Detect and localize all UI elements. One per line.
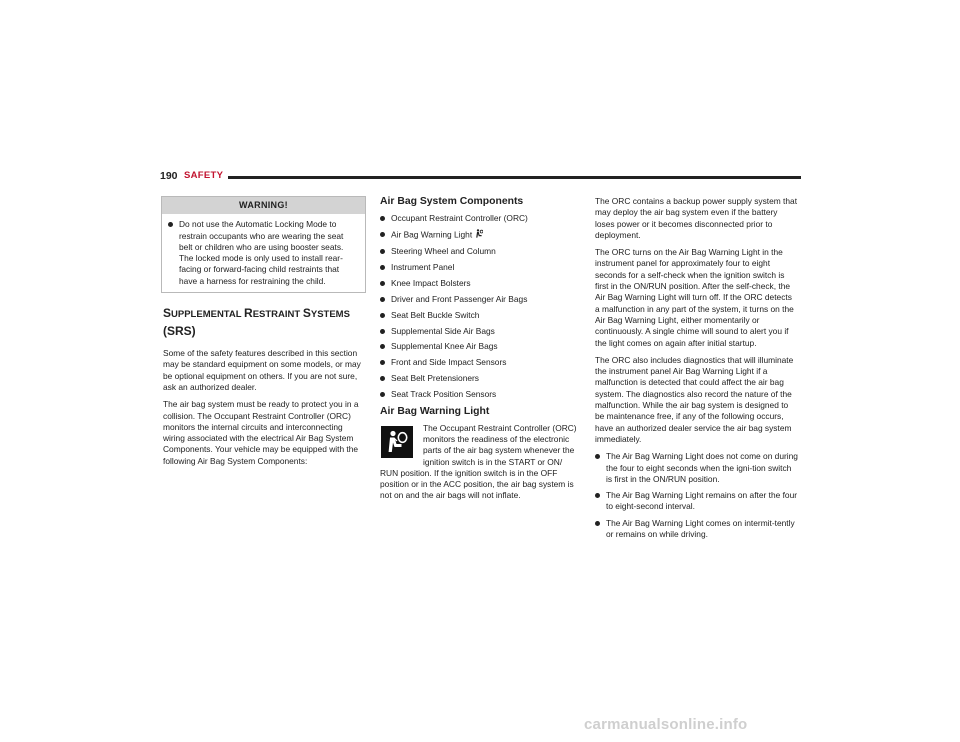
- components-heading: Air Bag System Components: [380, 196, 524, 207]
- column-3: [595, 196, 798, 545]
- watermark: carmanualsonline.info: [584, 716, 748, 733]
- srs-paragraph-2: The air bag system must be ready to protect you in a collision. The Occupant Restraint Controller (ORC) monitors the internal circuits and interconnecting wiring associated with the electrical Air Bag System Components. Your vehicle may be equipped with the following Air Bag System Components:: [163, 399, 359, 466]
- bullet-icon: [595, 454, 600, 459]
- airbag-warning-light-icon: [475, 229, 483, 241]
- list-item: Seat Track Position Sensors: [380, 389, 578, 400]
- bullet-icon: [380, 360, 385, 365]
- orc-paragraph-2: The ORC turns on the Air Bag Warning Light in the instrument panel for approximately four to eight seconds for a self-check when the ignition switch is first in the ON/RUN position. After the self-check, the Air Bag Warning Light will turn off. If the ORC detects a malfunction in any part of the system, it turns on the Air Bag Warning Light, either momentarily or continuously. A single chime will sound to alert you if the light comes on again after initial startup.: [595, 247, 794, 348]
- list-item: Knee Impact Bolsters: [380, 278, 578, 289]
- bullet-icon: [380, 232, 385, 237]
- list-item: The Air Bag Warning Light comes on intermit-tently or remains on while driving.: [595, 518, 798, 541]
- list-item: Instrument Panel: [380, 262, 578, 273]
- list-item: Seat Belt Pretensioners: [380, 373, 578, 384]
- bullet-icon: [380, 297, 385, 302]
- orc-paragraph-1: The ORC contains a backup power supply system that may deploy the air bag system even if the battery loses power or it becomes disconnected prior to deployment.: [595, 196, 798, 240]
- warning-light-paragraph: The Occupant Restraint Controller (ORC) monitors the readiness of the electronic parts of the air bag system whenever the ignition switch is in the START or ON/ RUN position. If the ignition switch is in the OFF position or in the ACC position, the air bag system is not on and the air bags will not inflate.: [380, 422, 577, 501]
- list-item: The Air Bag Warning Light remains on after the four to eight-second interval.: [595, 490, 798, 513]
- page-header: [160, 170, 801, 184]
- page-number: 190: [160, 170, 178, 182]
- list-item: Supplemental Knee Air Bags: [380, 341, 578, 352]
- bullet-icon: [380, 265, 385, 270]
- list-item: Driver and Front Passenger Air Bags: [380, 294, 578, 305]
- components-list: [380, 213, 578, 400]
- warning-title: WARNING!: [162, 197, 365, 214]
- column-2: [380, 196, 578, 508]
- list-item: The Air Bag Warning Light does not come on during the four to eight seconds when the igni-tion switch is first in the ON/RUN position.: [595, 451, 798, 485]
- bullet-icon: [380, 392, 385, 397]
- bullet-icon: [380, 344, 385, 349]
- warning-light-heading: Air Bag Warning Light: [380, 406, 490, 418]
- srs-paragraph-1: Some of the safety features described in this section may be standard equipment on some models, or may be optional equipment on others. If you are not sure, ask an authorized dealer.: [163, 348, 361, 392]
- header-rule: [228, 176, 801, 179]
- list-item: Air Bag Warning Light: [380, 229, 578, 241]
- list-item: Occupant Restraint Controller (ORC): [380, 213, 578, 224]
- warning-light-block: [380, 423, 578, 502]
- srs-heading: SUPPLEMENTAL RESTRAINT SYSTEMS (SRS): [163, 306, 350, 339]
- list-item: Steering Wheel and Column: [380, 246, 578, 257]
- list-item: Supplemental Side Air Bags: [380, 326, 578, 337]
- column-1: [163, 196, 365, 473]
- conditions-list: [595, 451, 798, 540]
- orc-paragraph-3: The ORC also includes diagnostics that will illuminate the instrument panel Air Bag Warning Light if a malfunction is detected that could affect the air bag system. The diagnostics also record the nature of the malfunction. While the air bag system is designed to be maintenance free, if any of the following occurs, have an authorized dealer service the air bag system immediately.: [595, 354, 794, 444]
- bullet-icon: [380, 216, 385, 221]
- bullet-icon: [168, 222, 173, 227]
- warning-box: [161, 196, 366, 293]
- list-item: Seat Belt Buckle Switch: [380, 310, 578, 321]
- warning-item: [168, 219, 359, 287]
- bullet-icon: [380, 313, 385, 318]
- bullet-icon: [380, 281, 385, 286]
- bullet-icon: [380, 249, 385, 254]
- warning-item-text: Do not use the Automatic Locking Mode to restrain occupants who are wearing the seat belt or children who are using booster seats. The locked mode is only used to install rear-facing or forward-facing child restraints that have a harness for restraining the child.: [179, 219, 344, 286]
- bullet-icon: [380, 329, 385, 334]
- bullet-icon: [595, 493, 600, 498]
- list-item: Front and Side Impact Sensors: [380, 357, 578, 368]
- section-title: SAFETY: [184, 170, 224, 181]
- bullet-icon: [380, 376, 385, 381]
- bullet-icon: [595, 521, 600, 526]
- warning-body: [162, 214, 365, 292]
- airbag-warning-icon: [381, 426, 413, 458]
